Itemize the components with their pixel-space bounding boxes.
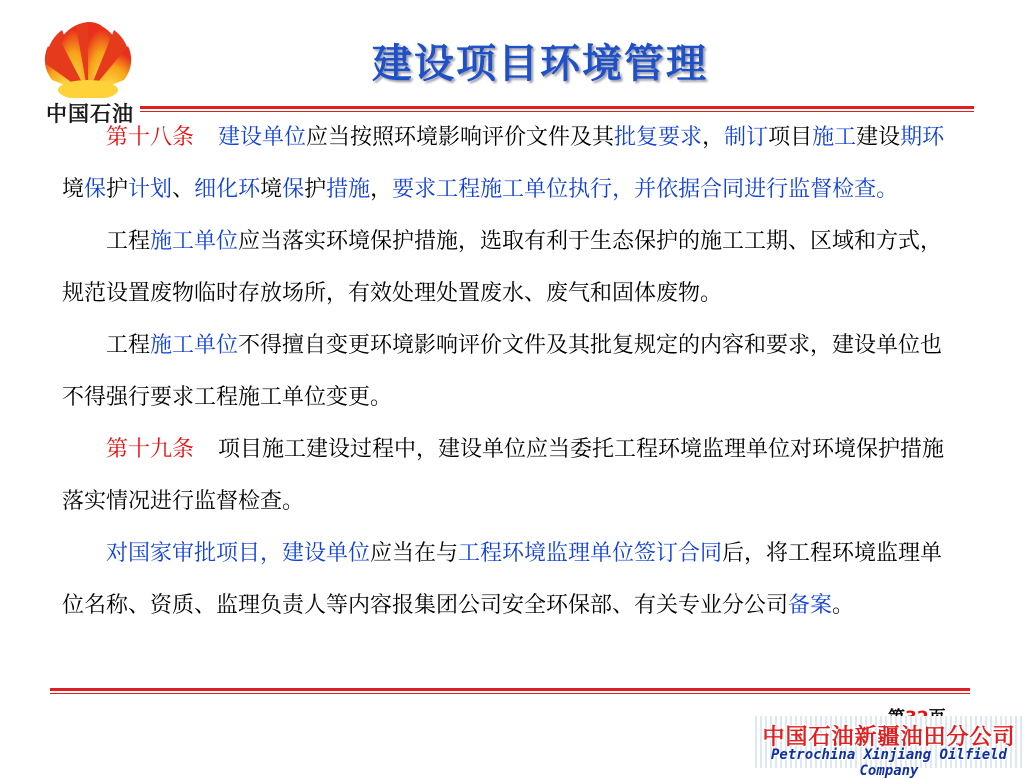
body-text: ，: [702, 125, 725, 150]
highlighted-text: 措施: [326, 177, 371, 202]
body-text: 境: [62, 177, 85, 202]
body-text: 工程: [106, 229, 151, 254]
highlighted-text: 施工单位: [150, 229, 239, 254]
body-text: 应当落实环境保护措施，选取有利于生态保护的施工工期、区域和方式，规范设置废物临时存放场所，有效处理处置废水、废气和固体废物。: [62, 229, 943, 306]
highlighted-text: 要求工程施工单位执行，并依据合同进行监督检查。: [392, 177, 899, 202]
paragraph: [62, 528, 962, 632]
highlighted-text: 对国家审批项目，建设单位: [106, 541, 371, 566]
paragraph: [62, 320, 962, 424]
body-text: 护: [106, 177, 129, 202]
body-text: 应当按照环境影响评价文件及其: [306, 125, 615, 150]
highlighted-text: 计划: [128, 177, 173, 202]
highlighted-text: 施工: [812, 125, 857, 150]
body-text: 。: [832, 593, 855, 618]
logo-text: 中国石油: [46, 102, 134, 126]
body-text: 、: [172, 177, 195, 202]
highlighted-text: 批复要求: [614, 125, 703, 150]
highlighted-text: 建设单位: [218, 125, 307, 150]
article-body: [62, 112, 962, 632]
highlighted-text: 制订: [724, 125, 769, 150]
paragraph: [62, 216, 962, 320]
footer-rule: [50, 688, 970, 694]
petrochina-logo: [40, 20, 136, 124]
body-text: 后，将工程环境监理单位名称、资质、监理负责人等内容报集团公司安全环保部、有关专业分公司: [62, 541, 943, 618]
petrochina-sunflower-icon: [40, 20, 136, 98]
highlighted-text: 保: [84, 177, 107, 202]
paragraph: [62, 424, 962, 528]
company-banner: [752, 716, 1024, 779]
body-text: 应当在与: [370, 541, 459, 566]
body-text: ，: [370, 177, 393, 202]
company-name-cn: 中国石油新疆油田分公司: [762, 725, 1016, 750]
highlighted-text: 备案: [788, 593, 833, 618]
page-title: 建设项目环境管理: [372, 41, 708, 87]
highlighted-text: 施工单位: [150, 333, 239, 358]
article-number: 第十八条: [106, 125, 195, 150]
highlighted-text: 细化环: [194, 177, 261, 202]
body-text: 境: [260, 177, 283, 202]
highlighted-text: 保: [282, 177, 305, 202]
highlighted-text: 工程环境监理单位签订合同: [458, 541, 723, 566]
body-text: 护: [304, 177, 327, 202]
body-text: 不得擅自变更环境影响评价文件及其批复规定的内容和要求，建设单位也不得强行要求工程施工单位变更。: [62, 333, 943, 410]
company-name-en: Petrochina Xinjiang Oilfield Company: [770, 747, 1007, 779]
article-number: 第十九条: [106, 437, 195, 462]
body-text: 项目施工建设过程中，建设单位应当委托工程环境监理单位对环境保护措施落实情况进行监督检查。: [62, 437, 945, 514]
paragraph: [62, 112, 962, 216]
body-text: 建设: [856, 125, 901, 150]
highlighted-text: 期环: [900, 125, 945, 150]
body-text: 项目: [768, 125, 813, 150]
body-text: 工程: [106, 333, 151, 358]
